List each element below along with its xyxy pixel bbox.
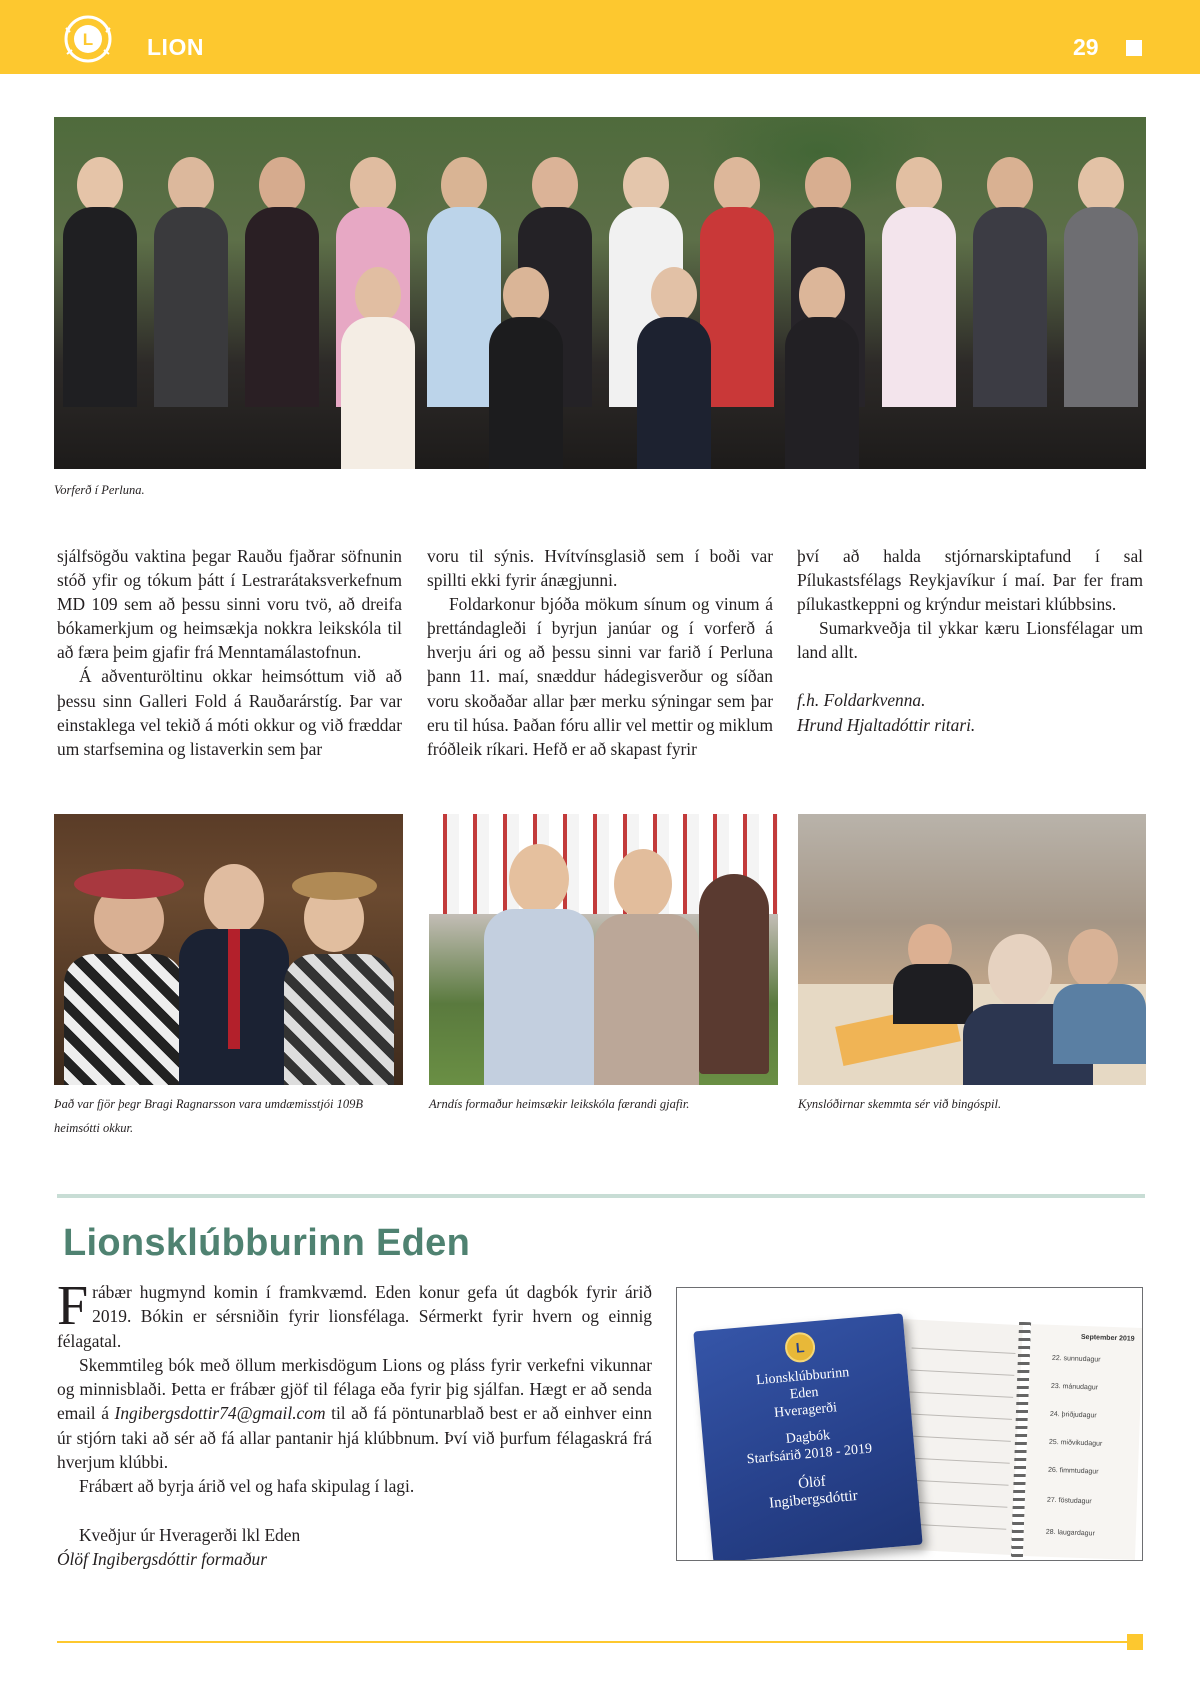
diary-day: 22. sunnudagur [1051,1354,1101,1364]
eden-para-3: Frábært að byrja árið vel og hafa skipulag í lagi. [79,1476,415,1497]
group-back-row [54,157,1146,213]
diary-month-header: September 2019 [1080,1333,1135,1343]
cowboy-photo-caption: Það var fjör þegr Bragi Ragnarsson vara umdæmisstjói 109B heimsótti okkur. [54,1097,364,1135]
bingo-photo [798,814,1146,1085]
kindergarten-photo-caption: Arndís formaður heimsækir leikskóla færandi gjafir. [429,1097,690,1111]
diary-day: 28. laugardagur [1045,1528,1095,1538]
svg-text:L: L [82,30,94,49]
lions-logo-icon [62,14,114,64]
article-column-2 [427,544,773,761]
diary-right-page [1023,1324,1143,1560]
signature-line-2: Hrund Hjaltadóttir ritari. [797,714,976,735]
footer-rule [57,1641,1127,1643]
diary-day: 24. þriðjudagur [1049,1410,1097,1420]
col3-para-2: Sumarkveðja til ykkar kæru Lionsfélagar um land allt. [797,618,1143,663]
cowboy-party-photo [54,814,403,1085]
col2-para-2: Foldarkonur bjóða mökum sínum og vinum á þrettándagleði í byrjun janúar og í vorferð á hverju ári og að þessu sinni var farið í Perluna þann 11. maí, snæddur hádegisverður og síðan voru skoðaðar allar þær merku sýningar sem þar eru til húsa. Þaðan fóru allir vel mettir og miklum fróðleik ríkari. Hefð er að skapast fyrir [427,594,773,759]
eden-para-1: Frábær hugmynd komin í framkvæmd. Eden konur gefa út dagbók fyrir árið 2019. Bókin er sérsniðin fyrir lionsfélaga. Sérmerkt fyrir hvern og einnig félagatal. [57,1275,652,1351]
kindergarten-visit-photo [429,814,778,1085]
group-photo [54,117,1146,469]
header-square [1126,40,1142,56]
eden-author: Ólöf Ingibergsdóttir formaður [57,1548,267,1569]
diary-day: 25. miðvikudagur [1048,1438,1103,1448]
eden-para-2: Skemmtileg bók með öllum merkisdögum Lions og pláss fyrir verkefni vikunnar og minnisblaði. Þetta er frábær gjöf til félaga eða fyrir þig sjálfan. Hægt er að senda email á Ingibergsdottir74@gmail.com til að fá pöntunarblað best er að einhver einn úr stjórn taki að sér að fá allar pantanir hjá klúbbnum. Því við þurfum félagaskrá frá hverjum klúbbi. [57,1354,652,1473]
group-photo-caption: Vorferð í Perluna. [54,483,145,497]
col3-para-1: því að halda stjórnarskiptafund í sal Pílukastsfélags Reykjavíkur í maí. Þar fer fram pílukastkeppni og krýndur meistari klúbbsins. [797,546,1143,615]
col1-para-2: Á aðventuröltinu okkar heimsóttum við að þessu sinn Galleri Fold á Rauðarárstíg. Þar var einstaklega vel tekið á móti okkur og við fræddar um starfsemina og listaverkin sem þar [57,666,402,759]
article-column-3 [797,544,1143,737]
magazine-title: LION [147,34,204,60]
page-number: 29 [1073,34,1099,60]
eden-greeting: Kveðjur úr Hveragerði lkl Eden [79,1524,301,1545]
group-front-row [54,267,1146,323]
diary-day: 23. mánudagur [1050,1382,1099,1392]
diary-lions-logo-icon: L [784,1331,817,1364]
diary-day: 27. föstudagur [1046,1496,1092,1506]
section-divider [57,1194,1145,1198]
eden-article [57,1275,652,1571]
diary-day: 26. fimmtudagur [1047,1466,1099,1476]
col2-para-1: voru til sýnis. Hvítvínsglasið sem í boði var spillti ekki fyrir ánægjunni. [427,546,773,591]
header-band [0,0,1200,74]
article-column-1 [57,544,402,761]
diary-cover: L Lionsklúbburinn Eden Hveragerði Dagbók Starfsárið 2018 - 2019 Ólöf Ingibergsdóttir [693,1313,922,1561]
section-title: Lionsklúbburinn Eden [63,1222,471,1264]
diary-book-photo [676,1287,1143,1561]
bingo-photo-caption: Kynslóðirnar skemmta sér við bingóspil. [798,1097,1002,1111]
email-address: Ingibergsdottir74@gmail.com [114,1403,326,1424]
drop-cap: F [57,1275,89,1337]
signature-line-1: f.h. Foldarkvenna. [797,690,926,711]
col1-para-1: sjálfsögðu vaktina þegar Rauðu fjaðrar söfnunin stóð yfir og tókum þátt í Lestrarátaksverkefnum MD 109 sem að þessu sinni voru tvö, að dreifa bókamerkjum og heimsækja nokkra leikskóla til að færa þeim gjafir frá Menntamálastofnun. [57,546,402,663]
footer-square [1127,1634,1143,1650]
